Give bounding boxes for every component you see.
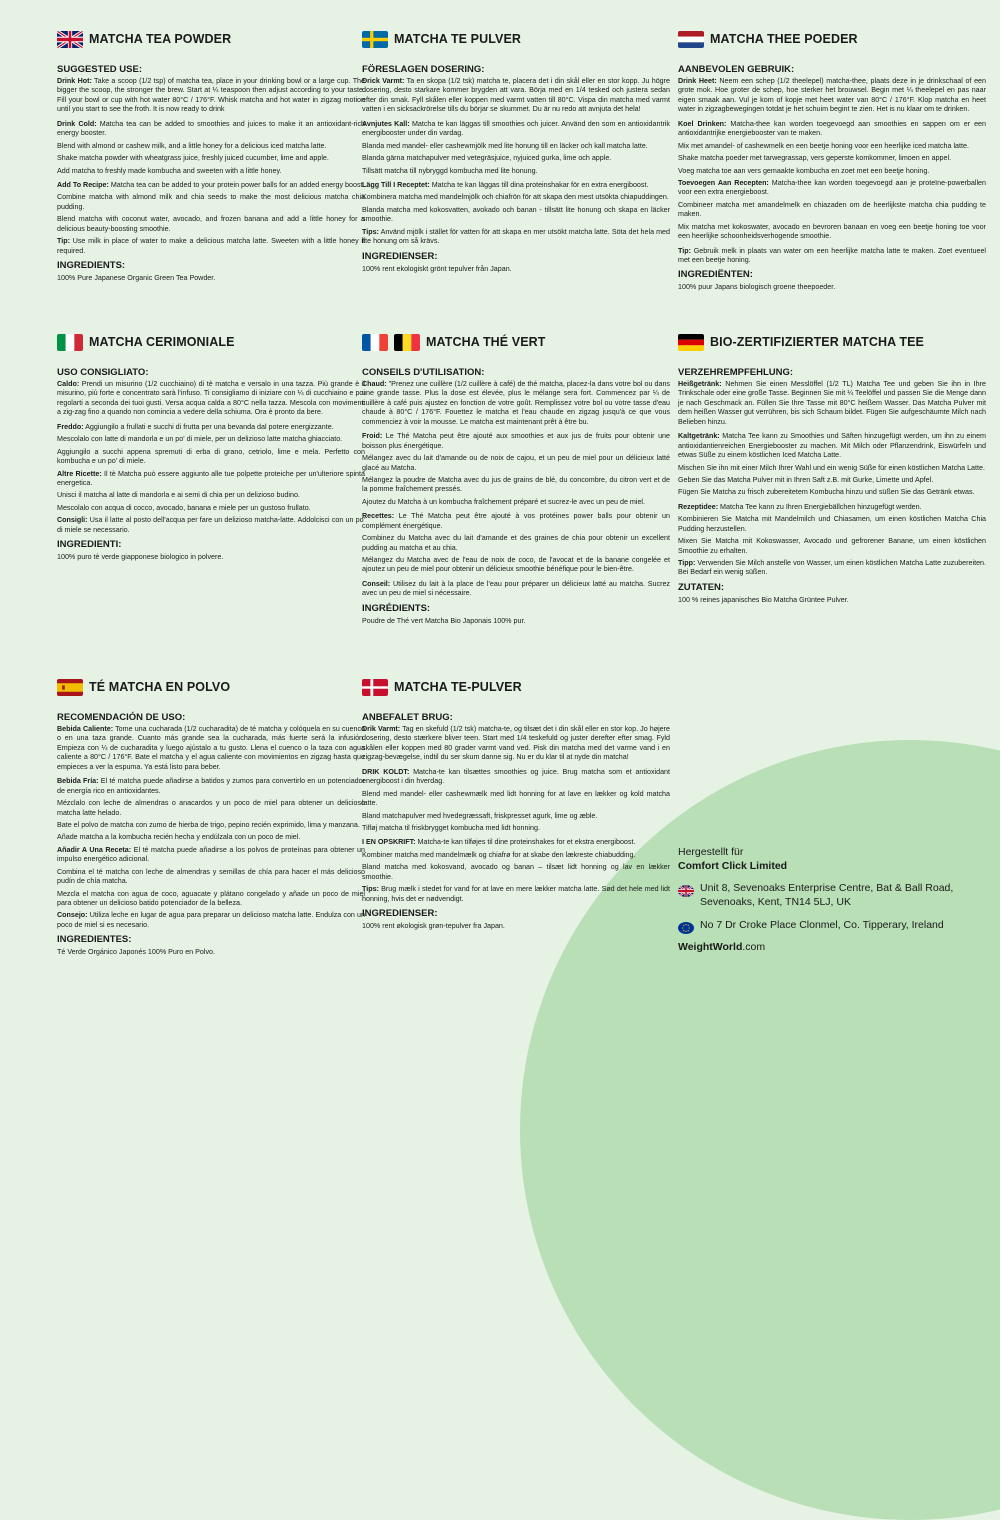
usage-paragraph-text: Blanda gärna matchapulver med vetegräsjuice, nyjuiced gurka, lime och apple. <box>362 154 612 163</box>
usage-paragraph <box>362 556 670 575</box>
germany-flag-icon <box>678 334 704 351</box>
usage-paragraph-label: Chaud: <box>362 380 387 388</box>
uk-flag-icon <box>57 31 83 48</box>
usage-paragraph-text: Aggiungilo a frullati e succhi di frutta per una bevanda dal potere energizzante. <box>83 422 334 431</box>
usage-paragraph <box>362 725 670 763</box>
usage-paragraph <box>57 868 365 887</box>
usage-paragraph-label: Drik Varmt: <box>362 725 401 733</box>
usage-paragraph <box>678 476 986 485</box>
usage-paragraph-text: Matcha tea can be added to smoothies and juices to make it an antioxidant-rich energy booster. <box>57 119 366 138</box>
usage-paragraphs <box>678 380 986 578</box>
usage-paragraph <box>57 725 365 772</box>
usage-paragraph <box>362 228 670 247</box>
usage-paragraph-text: Brug mælk i stedet for vand for at lave en mere lækker matcha latte. Sød det hele med lidt honning, hvis det er nødvendigt. <box>362 885 670 903</box>
ingredients-text: 100% Pure Japanese Organic Green Tea Powder. <box>57 274 216 282</box>
usage-paragraph <box>362 432 670 451</box>
section-french <box>362 333 670 626</box>
usage-paragraph <box>57 491 365 500</box>
usage-paragraph-text: Mixen Sie Matcha mit Kokoswasser, Avocado und gefrorener Banane, um einen köstlichen Smoothie zu erhalten. <box>678 537 986 555</box>
usage-paragraph-label: Consejo: <box>57 911 88 920</box>
usage-paragraph <box>678 515 986 534</box>
usage-paragraph-label: Tip: <box>678 246 691 255</box>
usage-paragraph <box>678 432 986 460</box>
usage-paragraph <box>57 380 365 418</box>
section-dutch <box>678 30 986 293</box>
ingredients-text: 100% rent økologisk grøn-tepulver fra Japan. <box>362 922 505 930</box>
usage-paragraphs <box>678 77 986 265</box>
usage-paragraph-label: Consigli: <box>57 516 88 525</box>
usage-paragraph <box>57 193 365 212</box>
usage-paragraph-text: Tillsätt matcha till nybryggd kombucha med lite honung. <box>362 166 538 175</box>
sweden-flag-icon <box>362 31 388 48</box>
usage-paragraph-text: Mélangez la poudre de Matcha avec du jus de grains de blé, du concombre, du citron vert et de la pomme fraîchement pressés. <box>362 475 670 494</box>
usage-paragraph-text: Utilisez du lait à la place de l'eau pour préparer un délicieux latté au matcha. Sucrez avec un peu de miel si nécessaire. <box>362 579 670 598</box>
usage-paragraph-text: Mézclalo con leche de almendras o anacardos y un poco de miel para obtener un delicioso matcha latte helado. <box>57 799 365 817</box>
eu-address-block <box>678 919 978 934</box>
usage-paragraph <box>362 77 670 115</box>
usage-paragraph-text: Nehmen Sie einen Messlöffel (1/2 TL) Matcha Tee und geben Sie ihn in Ihre Trinkschale oder eine große Tasse. Beginnen Sie mit ¼ Teelöffel und passen Sie die Menge dann je nach Geschmack an. Füllen Sie Ihre Tasse mit 80°C heißem Wasser. Das Matcha Pulver mit dem heißen Wasser gut verrühren, bis sich Schaum bildet. Fügen Sie aufgeschäumte Milch nach Belieben hinzu. <box>678 380 986 426</box>
usage-paragraph <box>362 206 670 225</box>
usage-paragraph <box>678 559 986 578</box>
usage-paragraph <box>362 851 670 860</box>
usage-paragraph-text: Il tè Matcha può essere aggiunto alle tue polpette proteiche per un'ulteriore spinta energetica. <box>57 469 365 487</box>
usage-paragraph-label: Bebida Caliente: <box>57 725 114 733</box>
website-link[interactable]: WeightWorld.com <box>678 940 766 953</box>
usage-paragraph-label: Bebida Fría: <box>57 777 99 786</box>
usage-paragraph-label: Freddo: <box>57 422 84 431</box>
usage-paragraph-text: Le Thé Matcha peut être ajouté aux smoothies et aux jus de fruits pour obtenir une boisson plus énergétique. <box>362 432 670 450</box>
usage-paragraph <box>362 167 670 176</box>
usage-paragraph-label: I EN OPSKRIFT: <box>362 838 416 847</box>
usage-paragraph-text: Matcha Tee kann zu Smoothies und Säften hinzugefügt werden, um ihn zu einem antioxidantienreichen Energiebooster zu machen. Mit Milch oder Pflanzendrink, Eiswürfeln und etwas Süße zu einem köstlichen Iced Matcha Latte. <box>678 432 986 460</box>
usage-paragraph <box>362 454 670 473</box>
usage-paragraph <box>362 476 670 495</box>
usage-paragraph-text: Mezcla el matcha con agua de coco, aguacate y plátano congelado y añade un poco de miel para obtener un delicioso batido potenciador de la belleza. <box>57 889 365 907</box>
section-title: MATCHA TE PULVER <box>394 32 522 46</box>
usage-paragraph <box>362 768 670 787</box>
ingredients-text: 100% puur Japans biologisch groene theepoeder. <box>678 283 836 292</box>
usage-paragraph <box>362 838 670 847</box>
usage-paragraph-label: Conseil: <box>362 579 391 588</box>
section-subtitle: RECOMENDACIÓN DE USO: <box>57 712 186 723</box>
usage-paragraph <box>678 488 986 497</box>
section-subtitle: CONSEILS D'UTILISATION: <box>362 367 485 378</box>
usage-paragraph-text: Matcha te kan läggas till smoothies och juicer. Använd den som en antioxidantrik energibooster under din vardag. <box>362 119 670 138</box>
usage-paragraph-text: Blend with almond or cashew milk, and a little honey for a delicious iced matcha latte. <box>57 141 327 150</box>
usage-paragraph-text: Mescolalo con acqua di cocco, avocado, banana e miele per un gustoso frullato. <box>57 503 311 512</box>
ingredients-heading: INGREDIENSER: <box>362 908 438 919</box>
usage-paragraph <box>678 223 986 242</box>
usage-paragraph <box>362 498 670 507</box>
usage-paragraphs <box>57 380 365 535</box>
usage-paragraph <box>362 534 670 553</box>
usage-paragraph-label: Recettes: <box>362 512 395 521</box>
usage-paragraph <box>57 777 365 796</box>
usage-paragraph-label: Avnjutes Kall: <box>362 119 410 128</box>
usage-paragraph <box>57 77 365 115</box>
usage-paragraph-text: Add matcha to freshly made kombucha and sweeten with a little honey. <box>57 166 282 175</box>
ingredients-text: Té Verde Orgánico Japonés 100% Puro en Polvo. <box>57 948 215 957</box>
usage-paragraph-text: Bate el polvo de matcha con zumo de hierba de trigo, pepino recién exprimido, lima y manzana. <box>57 820 360 829</box>
section-italian <box>57 333 365 562</box>
usage-paragraph <box>362 885 670 904</box>
usage-paragraph-text: Bland matchapulver med hvedegræssaft, friskpresset agurk, lime og æble. <box>362 811 598 820</box>
usage-paragraph-label: Tipp: <box>678 559 696 567</box>
usage-paragraph-label: Toevoegen Aan Recepten: <box>678 178 769 187</box>
usage-paragraph-label: Drink Cold: <box>57 119 97 128</box>
usage-paragraph <box>362 812 670 821</box>
usage-paragraph-text: Matcha-te kan tilsættes smoothies og juice. Brug matcha som et antioxidant energiboost i din hverdag. <box>362 767 670 786</box>
usage-paragraph-text: Combineer matcha met amandelmelk en chiazaden om de heerlijkste matcha chia pudding te maken. <box>678 200 986 219</box>
usage-paragraph-text: Añade matcha a la kombucha recién hecha y endúlzala con un poco de miel. <box>57 833 301 842</box>
section-title: MATCHA TE-PULVER <box>394 680 522 694</box>
usage-paragraph <box>57 142 365 151</box>
section-swedish <box>362 30 670 274</box>
france-flag-icon <box>362 334 388 351</box>
usage-paragraph <box>678 380 986 427</box>
usage-paragraph <box>57 154 365 163</box>
usage-paragraph-label: Altre Ricette: <box>57 469 102 478</box>
section-title: MATCHA THEE POEDER <box>710 32 858 46</box>
denmark-flag-icon <box>362 679 388 696</box>
section-subtitle: USO CONSIGLIATO: <box>57 367 149 378</box>
usage-paragraph-text: Utiliza leche en lugar de agua para preparar un delicioso matcha latte. Endulza con un poco de miel si es necesario. <box>57 911 365 929</box>
usage-paragraph-text: Blanda matcha med kokosvatten, avokado och banan - tillsätt lite honung och skapa en läcker smoothie. <box>362 205 670 224</box>
uk-address: Unit 8, Sevenoaks Enterprise Centre, Bat & Ball Road, Sevenoaks, Kent, TN14 5LJ, UK <box>700 882 954 908</box>
usage-paragraph-text: Blend med mandel- eller cashewmælk med lidt honning for at lave en lækker og kold matcha latte. <box>362 789 670 808</box>
section-subtitle: AANBEVOLEN GEBRUIK: <box>678 64 795 75</box>
netherlands-flag-icon <box>678 31 704 48</box>
usage-paragraph <box>678 120 986 139</box>
usage-paragraphs <box>362 725 670 904</box>
usage-paragraph <box>362 120 670 139</box>
usage-paragraph-text: Kombinera matcha med mandelmjölk och chiafrön för att skapa den mest utsökta chiapuddingen. <box>362 193 669 202</box>
usage-paragraph <box>57 181 365 190</box>
usage-paragraph-text: Kombinieren Sie Matcha mit Mandelmilch und Chiasamen, um einen köstlichen Matcha Chia Pudding herzustellen. <box>678 515 986 533</box>
usage-paragraph-text: Usa il latte al posto dell'acqua per fare un delizioso matcha-latte. Addolcisci con un po' di miele se necessario. <box>57 516 365 534</box>
section-title: MATCHA THÉ VERT <box>426 335 546 349</box>
usage-paragraph <box>57 423 365 432</box>
usage-paragraphs <box>362 77 670 247</box>
usage-paragraph <box>678 142 986 151</box>
usage-paragraph-text: Mischen Sie ihn mit einer Milch Ihrer Wahl und ein wenig Süße für einen köstlichen Matcha Latte. <box>678 463 985 472</box>
usage-paragraph <box>678 464 986 473</box>
usage-paragraph <box>678 167 986 176</box>
section-subtitle: FÖRESLAGEN DOSERING: <box>362 64 485 75</box>
usage-paragraph <box>362 512 670 531</box>
usage-paragraph-text: Bland matcha med kokosvand, avocado og banan – tilsæt lidt honning og lav en lækker smoothie. <box>362 863 670 881</box>
usage-paragraph-text: Neem een schep (1/2 theelepel) matcha-thee, plaats deze in je drinkschaal of een grote mok. Hoe groter de schep, hoe sterker het brouwsel. Begin met ¼ theelepel en pas naar eigen smaak aan. Vul je kom of kopje met heet water van 80°C / 176°F. Klop matcha en heet water in zigzagbewegingen totdat je het schuim begint te zien. Het is nu klaar om te drinken. <box>678 77 986 114</box>
usage-paragraph-text: Kombiner matcha med mandelmælk og chiafrø for at skabe den lækreste chiabudding. <box>362 850 636 859</box>
usage-paragraph-text: Matcha-thee kan worden toegevoegd aan smoothies en sappen om er een antioxidantrijke energiebooster van te maken. <box>678 119 986 138</box>
ingredients-text: Poudre de Thé vert Matcha Bio Japonais 100% pur. <box>362 616 526 625</box>
section-title: MATCHA TEA POWDER <box>89 32 232 46</box>
usage-paragraph-text: Use milk in place of water to make a delicious matcha latte. Sweeten with a little honey if required. <box>57 237 365 255</box>
usage-paragraph <box>57 167 365 176</box>
usage-paragraph-text: "Prenez une cuillère (1/2 cuillère à café) de thé matcha, placez-la dans votre bol ou dans une grande tasse. Plus la dose est élevée, plus le mélange sera fort. Commencez par ¼ de cuillère à café puis ajustez en fonction de votre goût. Remplissez votre bol ou votre tasse d'eau chaude à 80°C / 176°F. Fouettez le matcha et l'eau chaude en zigzag jusqu'à ce que vous commenciez à voir la mousse. Le matcha est maintenant prêt à être bu. <box>362 380 670 426</box>
usage-paragraph <box>57 120 365 139</box>
section-german <box>678 333 986 605</box>
usage-paragraph-label: Drink Heet: <box>678 77 717 85</box>
usage-paragraph <box>678 537 986 556</box>
usage-paragraph-text: Mescolalo con latte di mandorla e un po' di miele, per un delizioso latte matcha ghiacciato. <box>57 435 343 444</box>
belgium-flag-icon <box>394 334 420 351</box>
usage-paragraphs <box>57 77 365 256</box>
usage-paragraph-text: Combinez du Matcha avec du lait d'amande et des graines de chia pour obtenir un excellent pudding au matcha et au chia. <box>362 534 670 552</box>
eu-address: No 7 Dr Croke Place Clonmel, Co. Tipperary, Ireland <box>700 918 944 931</box>
usage-paragraph <box>57 833 365 842</box>
usage-paragraph <box>678 247 986 266</box>
usage-paragraph-text: Fügen Sie Matcha zu frisch zubereitetem Kombucha hinzu und süßen Sie das Getränk etwas. <box>678 488 975 497</box>
usage-paragraph-text: Ajoutez du Matcha à un kombucha fraîchement préparé et sucrez-le avec un peu de miel. <box>362 497 646 506</box>
usage-paragraph <box>57 890 365 909</box>
ingredients-heading: INGREDIENSER: <box>362 250 438 262</box>
ingredients-heading: INGREDIËNTEN: <box>678 269 753 281</box>
usage-paragraph-text: Matcha-thee kan worden toegevoegd aan je proteïne-powerballen voor een extra energieboost. <box>678 178 986 197</box>
usage-paragraph-text: Combine matcha with almond milk and chia seeds to make the most delicious matcha chia pudding. <box>57 193 365 211</box>
usage-paragraph-text: El té matcha puede añadirse a batidos y zumos para convertirlo en un potenciador de energía rico en antioxidantes. <box>57 777 365 795</box>
usage-paragraph-text: Mix met amandel- of cashewmelk en een beetje honing voor een heerlijke iced matcha latte. <box>678 141 969 150</box>
ingredients-heading: INGREDIENTS: <box>57 260 126 271</box>
usage-paragraph <box>362 193 670 202</box>
usage-paragraph-label: Drick Varmt: <box>362 77 405 85</box>
usage-paragraph-label: Drink Hot: <box>57 77 92 85</box>
usage-paragraph <box>362 580 670 599</box>
usage-paragraph-text: Verwenden Sie Milch anstelle von Wasser, um einen köstlichen Matcha Latte zuzubereiten. Bei Bedarf ein wenig süßen. <box>678 559 986 577</box>
usage-paragraph-label: Tip: <box>57 237 70 246</box>
usage-paragraph-text: Shake matcha powder with wheatgrass juice, freshly juiced cucumber, lime and apple. <box>57 154 329 163</box>
ingredients-text: 100% puro tè verde giapponese biologico in polvere. <box>57 553 224 562</box>
usage-paragraph-text: Mélangez du Matcha avec de l'eau de noix de coco, de l'avocat et de la banane congelée et ajoutez un peu de miel pour obtenir un délicieux smoothie bénéfique pour le bien-être. <box>362 556 670 574</box>
usage-paragraph-label: Añadir A Una Receta: <box>57 845 132 854</box>
italy-flag-icon <box>57 334 83 351</box>
ingredients-text: 100% rent ekologiskt grönt tepulver från Japan. <box>362 264 512 273</box>
usage-paragraph <box>57 215 365 234</box>
eu-flag-icon <box>678 922 694 934</box>
usage-paragraph-text: Tag en skefuld (1/2 tsk) matcha-te, og tilsæt det i din skål eller en stor kop. Jo højere dosering, desto stærkere bliver teen. Start med 1/4 teskefuld og juster derefter efter smag. Fyld skålen eller koppen med 80 grader varmt vand ved. Pisk din matcha med det varme vand i en zigzag-bevægelse, indtil du ser skum danne sig. Nu er du klar til at nyde din matcha! <box>362 725 670 762</box>
usage-paragraph <box>678 154 986 163</box>
usage-paragraph-label: Rezeptidee: <box>678 502 719 511</box>
usage-paragraph-text: Blanda med mandel- eller cashewmjölk med lite honung till en läcker och kall matcha latte. <box>362 141 648 150</box>
ingredients-heading: ZUTATEN: <box>678 581 725 593</box>
usage-paragraph-text: Prendi un misurino (1/2 cucchiaino) di tè matcha e versalo in una tazza. Più grande è il misurino, più forte e concentrato sarà l'infuso. Ti consigliamo di iniziare con ¼ di cucchiaino e poi regolarti a seconda dei tuoi gusti. Versa acqua calda a 80°C nella tazza. Mescola con movimenti a zig-zag fino a quando non comincia a vedere della schiuma. Ora è pronto da bere. <box>57 380 365 417</box>
section-english <box>57 30 365 283</box>
usage-paragraph-text: Matcha te kan läggas till dina proteinshakar för en extra energiboost. <box>429 180 649 189</box>
usage-paragraph <box>678 503 986 512</box>
usage-paragraph <box>57 470 365 489</box>
usage-paragraph-text: Blend matcha with coconut water, avocado, and frozen banana and add a little honey for a delicious beauty-boosting smoothie. <box>57 215 365 233</box>
usage-paragraph-text: Mix matcha met kokoswater, avocado en bevroren banaan en voeg een beetje honing toe voor een heerlijke schoonheidsverhogende smoothie. <box>678 222 986 241</box>
usage-paragraph <box>57 516 365 535</box>
usage-paragraph-text: Matcha Tee kann zu Ihren Energiebällchen hinzugefügt werden. <box>718 502 922 511</box>
usage-paragraph-text: Take a scoop (1/2 tsp) of matcha tea, place in your drinking bowl or a large cup. The bigger the scoop, the stronger the brew. Start at ¼ teaspoon then adjust according to your taste. Fill your bowl or cup with hot water 80°C / 176°F. Whisk matcha and hot water in zigzag motion until you start to see the froth. It is now ready to drink <box>57 77 365 114</box>
usage-paragraph <box>57 821 365 830</box>
uk-address-block <box>678 882 978 909</box>
usage-paragraph <box>57 846 365 865</box>
usage-paragraph-label: Caldo: <box>57 380 80 388</box>
section-danish <box>362 678 670 931</box>
usage-paragraph-text: Le Thé Matcha peut être ajouté à vos protéines power balls pour obtenir un complément énergétique. <box>362 512 670 530</box>
usage-paragraph-label: Heißgetränk: <box>678 380 722 388</box>
usage-paragraph-text: Aggiungilo a succhi appena spremuti di erba di grano, cetriolo, lime e mela. Perfetto con kombucha e un po' di miele. <box>57 447 365 466</box>
section-spanish <box>57 678 365 958</box>
usage-paragraph-label: Add To Recipe: <box>57 180 109 189</box>
usage-paragraph-label: Tips: <box>362 227 379 236</box>
section-subtitle: VERZEHREMPFEHLUNG: <box>678 367 794 378</box>
section-title: MATCHA CERIMONIALE <box>89 335 235 349</box>
usage-paragraph-label: Froid: <box>362 432 383 441</box>
usage-paragraph <box>362 181 670 190</box>
ingredients-heading: INGREDIENTES: <box>57 934 132 946</box>
usage-paragraph-text: Geben Sie das Matcha Pulver mit in Ihren Saft z.B. mit Gurke, Limette und Apfel. <box>678 475 934 484</box>
section-title: TÉ MATCHA EN POLVO <box>89 680 231 694</box>
usage-paragraphs <box>57 725 365 930</box>
usage-paragraph <box>57 504 365 513</box>
usage-paragraph <box>362 142 670 151</box>
section-subtitle: ANBEFALET BRUG: <box>362 712 453 723</box>
usage-paragraph-text: Shake matcha poeder met tarwegrassap, vers geperste komkommer, limoen en appel. <box>678 154 952 163</box>
usage-paragraph-text: Matcha-te kan tilføjes til dine proteinshakes for et ekstra energiboost. <box>415 838 636 847</box>
usage-paragraph <box>362 380 670 427</box>
usage-paragraph-label: Tips: <box>362 885 379 894</box>
section-title: BIO-ZERTIFIZIERTER MATCHA TEE <box>710 335 924 349</box>
usage-paragraph-text: Använd mjölk i stället för vatten för att skapa en mer utsökt matcha latte. Söta det hela med lite honung om så krävs. <box>362 227 670 246</box>
usage-paragraphs <box>362 380 670 599</box>
usage-paragraph <box>362 824 670 833</box>
ingredients-heading: INGRÉDIENTS: <box>362 602 431 614</box>
usage-paragraph-text: Tome una cucharada (1/2 cucharadita) de té matcha y colóquela en su cuenco o en una taza grande. Cuanto más grande sea la cucharada, más fuerte será la infusión. Empieza con ¼ de cucharadita y luego ajústalo a tu gusto. Llena el cuenco o la taza con agua caliente a 80°C / 176°F. Bate el matcha y el agua caliente con movimientos en zigzag hasta que empieces a ver la espuma. Ya está listo para beber. <box>57 725 365 771</box>
manufacturer-info <box>678 846 978 954</box>
usage-paragraph-text: Combina el té matcha con leche de almendras y semillas de chía para hacer el más delicioso pudín de chía matcha. <box>57 867 365 886</box>
spain-flag-icon <box>57 679 83 696</box>
usage-paragraph-label: Kaltgetränk: <box>678 432 720 441</box>
usage-paragraph-label: Koel Drinken: <box>678 119 727 128</box>
usage-paragraph-text: El té matcha puede añadirse a los polvos de proteínas para obtener un impulso energético adicional. <box>57 845 365 864</box>
usage-paragraph <box>362 863 670 882</box>
usage-paragraph <box>678 201 986 220</box>
section-subtitle: SUGGESTED USE: <box>57 64 142 75</box>
usage-paragraph <box>57 237 365 256</box>
usage-paragraph-text: Voeg matcha toe aan vers gemaakte kombucha en zoet met een beetje honing. <box>678 166 930 175</box>
company-name: Comfort Click Limited <box>678 859 788 872</box>
made-for-label: Hergestellt für <box>678 846 744 858</box>
usage-paragraph-label: DRIK KOLDT: <box>362 767 410 776</box>
usage-paragraph-text: Mélangez avec du lait d'amande ou de noix de cajou, et un peu de miel pour un délicieux latté glacé au Matcha. <box>362 454 670 472</box>
usage-paragraph-text: Unisci il matcha al latte di mandorla e ai semi di chia per un delizioso budino. <box>57 491 300 500</box>
usage-paragraph <box>678 179 986 198</box>
usage-paragraph-text: Ta en skopa (1/2 tsk) matcha te, placera det i din skål eller en stor kopp. Ju högre dosering, desto starkare kommer brygden att vara. Börja med en 1/4 tesked och justera sedan efter din smak. Fyll skålen eller koppen med varmt vatten till 80°C. Vispa din matcha med varmt vatten i en sicksackrörelse tills du börjar se skummet. Du är nu redo att avnjuta det hela! <box>362 77 670 114</box>
usage-paragraph-label: Lägg Till I Receptet: <box>362 180 430 189</box>
usage-paragraph-text: Gebruik melk in plaats van water om een heerlijke matcha latte te maken. Zoet eventueel met een beetje honing. <box>678 246 986 264</box>
usage-paragraph-text: Matcha tea can be added to your protein power balls for an added energy boost. <box>108 180 365 189</box>
usage-paragraph <box>57 435 365 444</box>
usage-paragraph <box>362 790 670 809</box>
uk-flag-icon <box>678 885 694 897</box>
usage-paragraph <box>678 77 986 115</box>
usage-paragraph <box>57 799 365 818</box>
ingredients-text: 100 % reines japanisches Bio Matcha Grüntee Pulver. <box>678 595 849 604</box>
usage-paragraph <box>362 154 670 163</box>
usage-paragraph <box>57 448 365 467</box>
usage-paragraph <box>57 911 365 930</box>
ingredients-heading: INGREDIENTI: <box>57 539 122 551</box>
usage-paragraph-text: Tilføj matcha til friskbrygget kombucha med lidt honning. <box>362 823 540 832</box>
